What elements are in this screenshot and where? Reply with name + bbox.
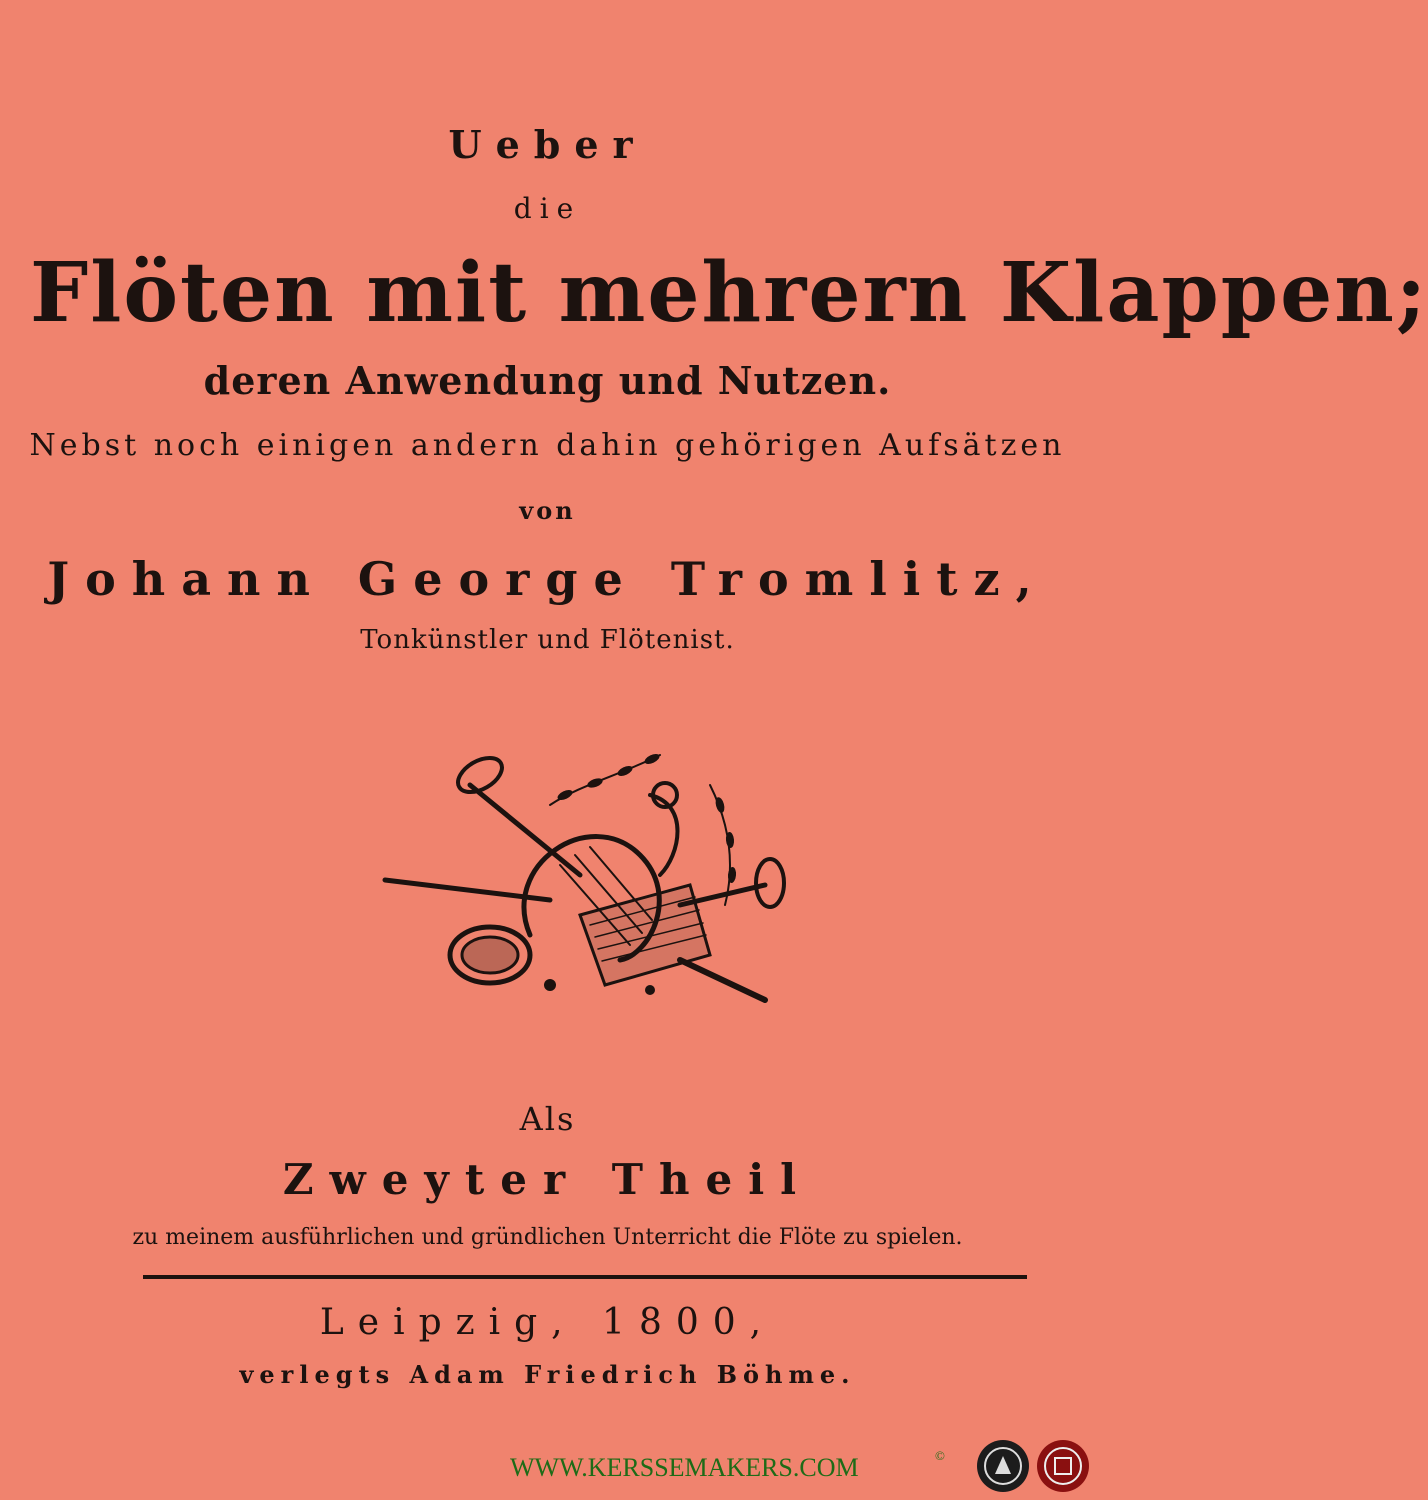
title-supplement: Nebst noch einigen andern dahin gehörigen Aufsätzen [29,428,1066,463]
main-title: Flöten mit mehrern Klappen; [30,245,1428,341]
by-line: von [519,496,576,525]
association-seal-icon [975,1438,1031,1494]
title-line-ueber: Ueber [448,122,647,167]
watermark-site: WWW.KERSSEMAKERS.COM [510,1453,859,1482]
imprint-publisher: verlegts Adam Friedrich Böhme. [239,1360,856,1389]
league-seal-icon [1035,1438,1091,1494]
imprint-place-date: Leipzig, 1800, [319,1302,776,1343]
horizontal-rule [143,1275,1027,1279]
watermark-copyright: © [935,1448,945,1463]
als-line: Als [519,1100,576,1138]
author-name: Johann George Tromlitz, [47,552,1048,606]
part-subtitle: zu meinem ausführlichen und gründlichen Unterricht die Flöte zu spielen. [132,1225,963,1250]
music-instruments-vignette [380,745,790,1015]
title-subline: deren Anwendung und Nutzen. [203,358,892,403]
title-line-die: die [513,192,582,225]
part-title: Zweyter Theil [282,1155,813,1204]
author-role: Tonkünstler und Flötenist. [360,625,735,655]
